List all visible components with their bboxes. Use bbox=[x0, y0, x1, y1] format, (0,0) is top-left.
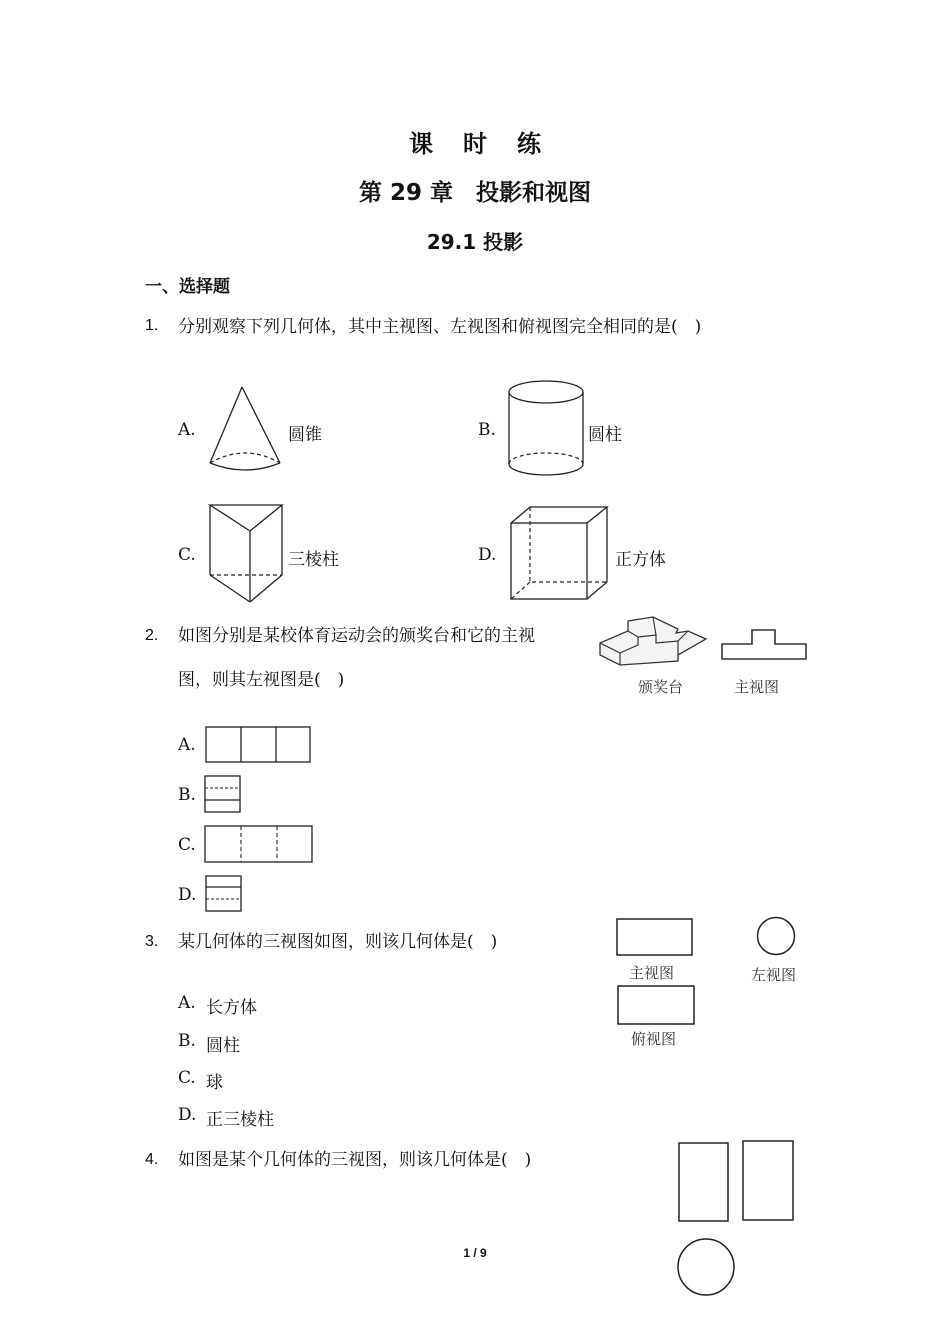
q3-option-d-letter: D. bbox=[178, 1105, 197, 1125]
q3-left-view-caption: 左视图 bbox=[751, 966, 797, 984]
q3-option-a-label: 长方体 bbox=[206, 998, 257, 1018]
podium-front-view-figure bbox=[720, 628, 810, 663]
podium-front-view-caption: 主视图 bbox=[734, 678, 780, 696]
section-title: 29.1 投影 bbox=[426, 230, 524, 254]
question-2-number: 2. bbox=[145, 627, 159, 644]
q2-option-b-figure bbox=[204, 775, 244, 815]
q2-option-a-figure bbox=[205, 726, 315, 766]
q1-option-c-label: 三棱柱 bbox=[288, 550, 339, 570]
question-4-text: 如图是某个几何体的三视图，则该几何体是( ) bbox=[178, 1150, 532, 1170]
question-1-number: 1. bbox=[145, 317, 159, 334]
q3-left-view-figure bbox=[756, 916, 798, 958]
q1-option-a-letter: A. bbox=[178, 420, 196, 440]
question-2-text-line1: 如图分别是某校体育运动会的颁奖台和它的主视 bbox=[178, 626, 535, 646]
q2-option-c-letter: C. bbox=[178, 835, 196, 855]
question-3-number: 3. bbox=[145, 933, 159, 950]
q3-option-a-letter: A. bbox=[178, 993, 196, 1013]
question-1-text: 分别观察下列几何体，其中主视图、左视图和俯视图完全相同的是( ) bbox=[178, 317, 702, 337]
question-4-number: 4. bbox=[145, 1151, 159, 1168]
cone-figure bbox=[205, 385, 285, 475]
q1-option-c-letter: C. bbox=[178, 545, 196, 565]
document-title: 课时练 bbox=[409, 130, 571, 158]
page-number: 1 / 9 bbox=[463, 1246, 487, 1260]
q1-option-a-label: 圆锥 bbox=[288, 425, 322, 445]
q1-option-b-label: 圆柱 bbox=[588, 425, 622, 445]
q3-option-b-letter: B. bbox=[178, 1031, 196, 1051]
q3-option-b-label: 圆柱 bbox=[206, 1036, 240, 1056]
q1-option-b-letter: B. bbox=[478, 420, 496, 440]
podium-caption: 颁奖台 bbox=[638, 678, 684, 696]
q2-option-d-figure bbox=[205, 875, 245, 915]
cube-figure bbox=[510, 506, 610, 601]
q1-option-d-letter: D. bbox=[478, 545, 497, 565]
section-heading: 一、选择题 bbox=[145, 277, 230, 297]
q4-front-view-figure bbox=[678, 1142, 733, 1224]
chapter-title: 第 29 章 投影和视图 bbox=[358, 180, 592, 206]
q2-option-c-figure bbox=[204, 825, 316, 865]
q3-option-d-label: 正三棱柱 bbox=[206, 1110, 274, 1130]
q3-option-c-label: 球 bbox=[206, 1073, 223, 1093]
question-3-text: 某几何体的三视图如图，则该几何体是( ) bbox=[178, 932, 498, 952]
podium-figure bbox=[598, 615, 708, 670]
q3-option-c-letter: C. bbox=[178, 1068, 196, 1088]
q1-option-d-label: 正方体 bbox=[615, 550, 666, 570]
q2-option-a-letter: A. bbox=[178, 735, 196, 755]
q3-top-view-caption: 俯视图 bbox=[631, 1030, 677, 1048]
q2-option-b-letter: B. bbox=[178, 785, 196, 805]
q3-top-view-figure bbox=[617, 985, 697, 1027]
q4-left-view-figure bbox=[742, 1140, 797, 1222]
q3-front-view-caption: 主视图 bbox=[629, 964, 675, 982]
cylinder-figure bbox=[508, 380, 588, 480]
q3-front-view-figure bbox=[616, 918, 696, 958]
q2-option-d-letter: D. bbox=[178, 885, 197, 905]
triangular-prism-figure bbox=[208, 503, 288, 608]
question-2-text-line2: 图，则其左视图是( ) bbox=[178, 670, 345, 690]
